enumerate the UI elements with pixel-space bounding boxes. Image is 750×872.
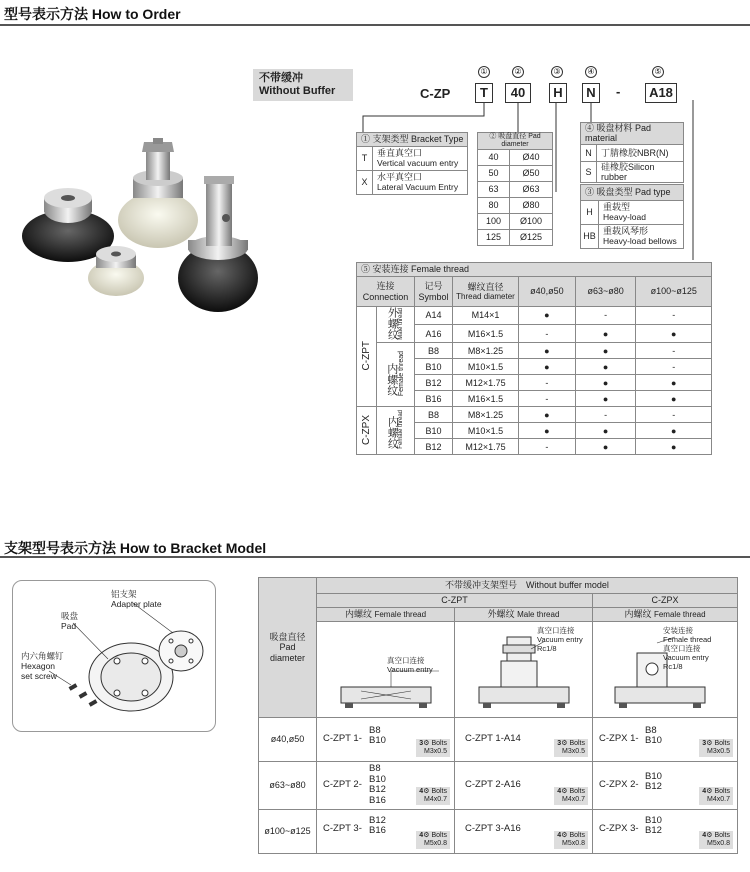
bolt-icon: ⚙ [561,832,568,839]
diameter-code: 125 [478,230,510,246]
female-cn: 内螺纹 [624,609,652,620]
model-code: C-ZPT 3-A16 [465,823,521,834]
marker-2: ② [512,66,524,78]
sym: B8 [415,407,453,423]
col1-cn: 吸盘直径 [269,631,306,642]
model-prefix: C-ZP [420,86,451,101]
buffer-en: Without Buffer [259,85,336,97]
avail: ● [575,325,636,343]
padtype-en: Heavy-load [603,211,646,222]
img3-en1: Female thread [663,635,712,644]
bolt-label: Bolts [714,832,730,839]
code-box-diameter: 40 [505,83,531,103]
sym: B12 [415,375,453,391]
avail: - [575,407,636,423]
bolt-size: M4x0.7 [424,796,447,803]
avail: ● [636,423,712,439]
bracket-cn: 垂直真空口 [377,148,423,159]
cell-zpt-male [455,810,593,854]
screw-en2: set screw [21,671,57,681]
bracket-code: X [357,171,373,195]
sub-cn: 内螺纹 [385,363,398,397]
row-diameter: ø63~ø80 [259,762,317,810]
diameter-code: 100 [478,214,510,230]
bolt-badge [554,831,588,849]
bolt-size: M4x0.7 [562,796,585,803]
model-code: C-ZPX 3- [599,823,639,834]
avail: ● [519,307,576,325]
diameter-value: Ø125 [509,230,552,246]
diameter-code: 50 [478,166,510,182]
sym: B10 [415,359,453,375]
cell-zpt-female [317,810,455,854]
material-header: ④ 吸盘材料 Pad material [581,123,684,145]
bolt-badge [416,739,450,757]
bolt-label: Bolts [569,740,585,747]
padtype-code: HB [581,225,599,249]
bolt-count: 4 [702,788,707,795]
img2-rc: Rc1/8 [537,644,557,653]
group-name: C-ZPT [360,340,372,371]
avail: ● [575,439,636,455]
bolt-badge [416,787,450,805]
td: M16×1.5 [453,325,519,343]
avail: ● [636,375,712,391]
img2-en: Vacuum entry [537,635,583,644]
avail: - [636,307,712,325]
bracket-model-table [258,577,738,854]
bracket-type-table [356,132,468,195]
cell-zpx-female [593,810,738,854]
bracket-en: Lateral Vacuum Entry [377,181,459,192]
pad-type-table [580,184,684,249]
model-code: C-ZPX 2- [599,779,639,790]
td: M8×1.25 [453,407,519,423]
th-conn-en: Connection [362,291,409,302]
table-top-header: 不带缓冲支架型号 Without buffer model [317,578,738,594]
diagram-zpt-male [455,622,593,718]
bolt-count: 3 [419,740,424,747]
row-diameter: ø100~ø125 [259,810,317,854]
sub-en: Male thread [398,308,405,340]
td: M10×1.5 [453,359,519,375]
bolt-icon: ⚙ [706,832,713,839]
row-diameter: ø40,ø50 [259,718,317,762]
img2-cn: 真空口连接 [537,626,575,635]
diameter-value: Ø40 [509,150,552,166]
bolt-badge [554,787,588,805]
bolt-label: Bolts [431,740,447,747]
bolt-size: M3x0.5 [707,748,730,755]
padtype-cn: 重载风琴形 [603,226,649,237]
model-code: C-ZPX 1- [599,733,639,744]
img1-en: Vacuum entry [387,665,433,674]
pad-en: Pad [61,621,77,631]
td: M16×1.5 [453,391,519,407]
cell-zpx-female [593,762,738,810]
marker-3: ③ [551,66,563,78]
bracket-en: Vertical vacuum entry [377,157,459,168]
img3-rc: Rc1/8 [663,662,683,671]
bolt-count: 3 [702,740,707,747]
avail: - [519,391,576,407]
bolt-size: M5x0.8 [424,840,447,847]
avail: ● [575,375,636,391]
avail: - [519,325,576,343]
avail: ● [519,407,576,423]
thread-header: ⑤ 安装连接 Female thread [357,263,712,277]
avail: ● [575,359,636,375]
padtype-code: H [581,201,599,225]
variant: B10 [369,735,386,746]
bolt-label: Bolts [431,788,447,795]
sym: A16 [415,325,453,343]
bolt-badge [699,831,733,849]
bolt-icon: ⚙ [423,832,430,839]
material-text: 丁腈橡胶NBR(N) [597,144,684,161]
bolt-count: 3 [557,740,562,747]
td: M8×1.25 [453,343,519,359]
padtype-en: Heavy-load bellows [603,235,677,246]
diameter-code: 40 [478,150,510,166]
td: M12×1.75 [453,375,519,391]
bolt-icon: ⚙ [706,740,713,747]
female-en: Female thread [374,610,427,620]
cell-zpt-female [317,718,455,762]
bolt-icon: ⚙ [423,740,430,747]
avail: - [636,359,712,375]
avail: ● [519,359,576,375]
img3-en2: Vacuum entry [663,653,709,662]
variant: B8 [369,725,381,736]
model-code: C-ZPT 1- [323,733,362,744]
th-conn-cn: 连接 [376,281,395,292]
avail: ● [575,423,636,439]
code-box-thread: A18 [645,83,677,103]
code-box-material: N [582,83,600,103]
variant: B10 [645,735,662,746]
th-col1: ø40,ø50 [519,277,576,307]
sub-cn: 内螺纹 [386,416,399,450]
th-sym-en: Symbol [418,291,449,302]
bolt-badge [699,739,733,757]
marker-4: ④ [585,66,597,78]
diameter-value: Ø80 [509,198,552,214]
bracket-cn: 水平真空口 [377,172,423,183]
code-box-padtype: H [549,83,567,103]
model-code: C-ZPT 3- [323,823,362,834]
material-text: 硅橡胶Silicon rubber [597,161,684,183]
img3-cn2: 真空口连接 [663,644,701,653]
avail: ● [575,343,636,359]
diagram-zpt-female [317,622,455,718]
screw-cn: 内六角螺钉 [21,651,64,661]
img1-cn: 真空口连接 [387,656,425,665]
avail: - [575,307,636,325]
bolt-badge [699,787,733,805]
th-td-cn: 螺纹直径 [467,281,504,292]
bolt-count: 4 [702,832,707,839]
adapter-en: Adapter plate [111,599,162,609]
clear-pad [118,192,198,248]
exploded-view [12,580,216,732]
bolt-size: M5x0.8 [562,840,585,847]
cell-zpt-female [317,762,455,810]
bolt-count: 4 [419,832,424,839]
pad-cn: 吸盘 [61,611,79,621]
bracket-code: T [357,147,373,171]
col1-en: Pad diameter [269,642,305,663]
variant: B16 [369,825,386,836]
code-dash: - [616,84,621,99]
sub-en: Female thread [398,410,405,450]
variant: B12 [645,781,662,792]
model-code: C-ZPT 2- [323,779,362,790]
sym: B12 [415,439,453,455]
bolt-icon: ⚙ [561,788,568,795]
avail: ● [636,325,712,343]
td: M10×1.5 [453,423,519,439]
td: M14×1 [453,307,519,325]
bolt-label: Bolts [431,832,447,839]
bolt-badge [554,739,588,757]
bolt-size: M5x0.8 [707,840,730,847]
bracket-type-header: ① 支架类型 Bracket Type [357,133,468,147]
zpt-header: C-ZPT [317,594,593,608]
diagram-zpx-female [593,622,738,718]
avail: - [636,407,712,423]
bolt-label: Bolts [714,788,730,795]
material-code: N [581,144,597,161]
avail: ● [636,391,712,407]
diameter-code: 63 [478,182,510,198]
bolt-label: Bolts [569,832,585,839]
cell-zpt-male [455,762,593,810]
code-box-bracket: T [475,83,493,103]
variant: B10 [645,815,662,826]
variant: B16 [369,794,386,806]
bolt-icon: ⚙ [706,788,713,795]
adapter-cn: 铝支架 [111,589,137,599]
section-divider [0,556,750,558]
pad-material-table [580,122,684,183]
padtype-header: ③ 吸盘类型 Pad type [581,185,684,201]
variant: B12 [369,815,386,826]
sub-cn: 外螺纹 [386,307,399,340]
avail: ● [519,423,576,439]
sym: A14 [415,307,453,325]
sym: B10 [415,423,453,439]
male-cn: 外螺纹 [487,609,515,620]
model-code: C-ZPT 2-A16 [465,779,521,790]
bolt-size: M4x0.7 [707,796,730,803]
diameter-value: Ø50 [509,166,552,182]
variant: B8 [369,763,381,774]
sym: B8 [415,343,453,359]
bolt-icon: ⚙ [561,740,568,747]
variant: B10 [369,773,386,785]
variant: B8 [645,725,657,736]
th-sym-cn: 记号 [424,281,443,292]
product-photo [18,138,258,318]
diameter-value: Ø100 [509,214,552,230]
bolt-count: 4 [557,832,562,839]
avail: - [636,343,712,359]
cell-zpx-female [593,718,738,762]
cell-zpt-male [455,718,593,762]
avail: - [519,439,576,455]
marker-5: ⑤ [652,66,664,78]
bolt-label: Bolts [569,788,585,795]
bolt-count: 4 [419,788,424,795]
td: M12×1.75 [453,439,519,455]
variant: B12 [369,784,386,795]
th-col3: ø100~ø125 [636,277,712,307]
order-section-title: 型号表示方法 How to Order [4,6,181,22]
marker-1: ① [478,66,490,78]
bolt-size: M3x0.5 [562,748,585,755]
th-col2: ø63~ø80 [575,277,636,307]
avail: - [519,375,576,391]
bolt-label: Bolts [714,740,730,747]
avail: ● [575,391,636,407]
diameter-code: 80 [478,198,510,214]
bolt-badge [416,831,450,849]
bolt-icon: ⚙ [423,788,430,795]
bolt-size: M3x0.5 [424,748,447,755]
model-code: C-ZPT 1-A14 [465,733,521,744]
bracket-section-title: 支架型号表示方法 How to Bracket Model [4,540,267,556]
diameter-header: ② 吸盘直径 Pad diameter [478,133,553,150]
screw-en1: Hexagon [21,661,56,671]
buffer-cn: 不带缓冲 [259,72,303,84]
avail: ● [519,343,576,359]
sym: B16 [415,391,453,407]
variant: B12 [645,825,662,836]
section-divider [0,24,750,26]
without-buffer-label [253,69,353,101]
variant: B10 [645,771,662,782]
zpx-header: C-ZPX [593,594,738,608]
material-code: S [581,161,597,183]
female-en: Female thread [653,610,706,620]
diameter-value: Ø63 [509,182,552,198]
th-td-en: Thread diameter [456,292,515,302]
img3-cn1: 安装连接 [663,626,693,635]
male-en: Male thread [517,610,560,620]
sub-en: Female thread [397,351,405,397]
female-cn: 内螺纹 [344,609,372,620]
thread-table [356,262,712,455]
padtype-cn: 重载型 [603,202,631,213]
avail: ● [636,439,712,455]
bolt-count: 4 [557,788,562,795]
pad-diameter-table [477,132,553,246]
group-name: C-ZPX [360,414,372,445]
